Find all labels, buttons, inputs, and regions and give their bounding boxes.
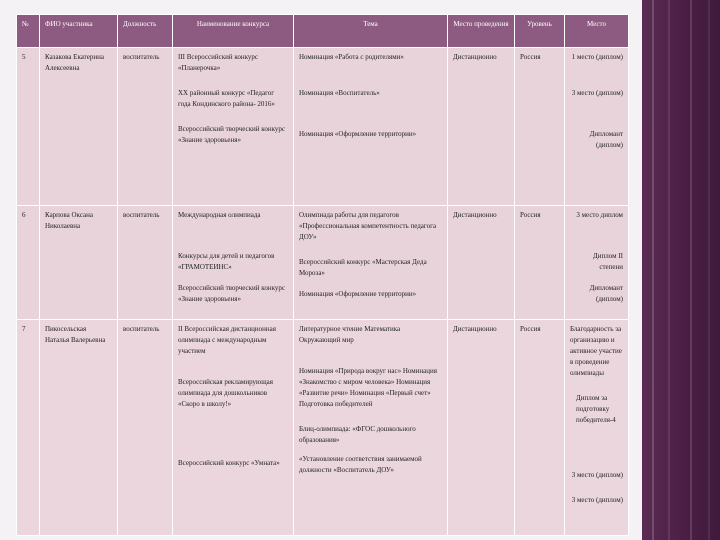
cell-level: Россия (515, 48, 565, 206)
place-item: Дипломант (диплом) (589, 284, 623, 303)
cell-number: 7 (17, 320, 40, 536)
cell-place (565, 320, 629, 536)
header-contest: Наименование конкурса (173, 15, 294, 48)
cell-venue: Дистанционно (448, 206, 515, 320)
table-header-row (17, 15, 629, 48)
cell-contest (173, 320, 294, 536)
place-item: Диплом II степени (593, 252, 623, 271)
cell-contest (173, 48, 294, 206)
cell-venue: Дистанционно (448, 320, 515, 536)
header-name: ФИО участника (40, 15, 118, 48)
participants-table (16, 14, 629, 536)
topic-item: Литературное чтение Математика Окружающий мир (299, 325, 401, 344)
cell-number: 5 (17, 48, 40, 206)
contest-item: Всероссийский конкурс «Умната» (178, 459, 280, 467)
cell-topic (294, 48, 448, 206)
header-level: Уровень (515, 15, 565, 48)
topic-item: Номинация «Природа вокруг нас» Номинация «Знакомство с миром человека» Номинация «Развитие речи» Номинация «Первый счет» Подготовка победителей (299, 367, 437, 408)
cell-position: воспитатель (118, 320, 173, 536)
contest-item: II Всероссийская дистанционная олимпиада с международным участием (178, 325, 276, 355)
cell-place (565, 206, 629, 320)
place-item: Дипломант (диплом) (589, 130, 623, 149)
decor-stripe (690, 0, 692, 540)
contest-item: XX районный конкурс «Педагог года Кондинского района- 2016» (178, 89, 275, 108)
contest-item: Конкурсы для детей и педагогов «ГРАМОТЕИНС» (178, 252, 275, 271)
header-topic: Тема (294, 15, 448, 48)
cell-name: Карпова Оксана Николаевна (40, 206, 118, 320)
topic-item: Номинация «Оформление территории» (299, 290, 417, 298)
place-item: Благодарность за организацию и активное участие в проведение олимпиады (570, 325, 622, 377)
decor-stripe (668, 0, 670, 540)
cell-topic (294, 206, 448, 320)
topic-item: Олимпиада работы для педагогов «Профессиональная компетентность педагога ДОУ» (299, 211, 437, 241)
topic-item: Блиц-олимпиада: «ФГОС дошкольного образования» (299, 425, 416, 444)
cell-name: Казакова Екатерина Алексеевна (40, 48, 118, 206)
table-row (17, 48, 629, 206)
header-place: Место (565, 15, 629, 48)
cell-name: Пикосельская Наталья Валерьевна (40, 320, 118, 536)
contest-item: Международная олимпиада (178, 211, 261, 219)
place-item: 3 место (диплом) (571, 471, 623, 479)
place-item: 3 место (диплом) (571, 496, 623, 504)
contest-item: Всероссийская рекламирующая олимпиада для дошкольников «Скоро в школу!» (178, 378, 273, 408)
cell-place (565, 48, 629, 206)
place-item: Диплом за подготовку победителя-4 (576, 394, 616, 424)
contest-item: III Всероссийский конкурс «Планерочка» (178, 53, 259, 72)
cell-position: воспитатель (118, 206, 173, 320)
topic-item: Номинация «Воспитатель» (299, 89, 380, 97)
cell-number: 6 (17, 206, 40, 320)
topic-item: «Установление соответствия занимаемой должности «Воспитатель ДОУ» (299, 455, 422, 474)
place-item: 1 место (диплом) (571, 53, 623, 61)
cell-contest (173, 206, 294, 320)
table-row (17, 320, 629, 536)
cell-level: Россия (515, 206, 565, 320)
side-decoration-panel (642, 0, 720, 540)
contest-item: Всероссийский творческий конкурс «Знание здоровьеня» (178, 284, 285, 303)
contest-item: Всероссийский творческий конкурс «Знание здоровьеня» (178, 125, 285, 144)
cell-topic (294, 320, 448, 536)
table-row (17, 206, 629, 320)
place-item: 3 место диплом (576, 211, 623, 219)
topic-item: Номинация «Оформление территории» (299, 130, 417, 138)
header-position: Должность (118, 15, 173, 48)
header-venue: Место проведения (448, 15, 515, 48)
decor-stripe (652, 0, 654, 540)
cell-position: воспитатель (118, 48, 173, 206)
topic-item: Всероссийский конкурс «Мастерская Деда Мороза» (299, 258, 427, 277)
topic-item: Номинация «Работа с родителями» (299, 53, 404, 61)
decor-stripe (708, 0, 710, 540)
cell-level: Россия (515, 320, 565, 536)
header-number: № (17, 15, 40, 48)
place-item: 3 место (диплом) (571, 89, 623, 97)
cell-venue: Дистанционно (448, 48, 515, 206)
